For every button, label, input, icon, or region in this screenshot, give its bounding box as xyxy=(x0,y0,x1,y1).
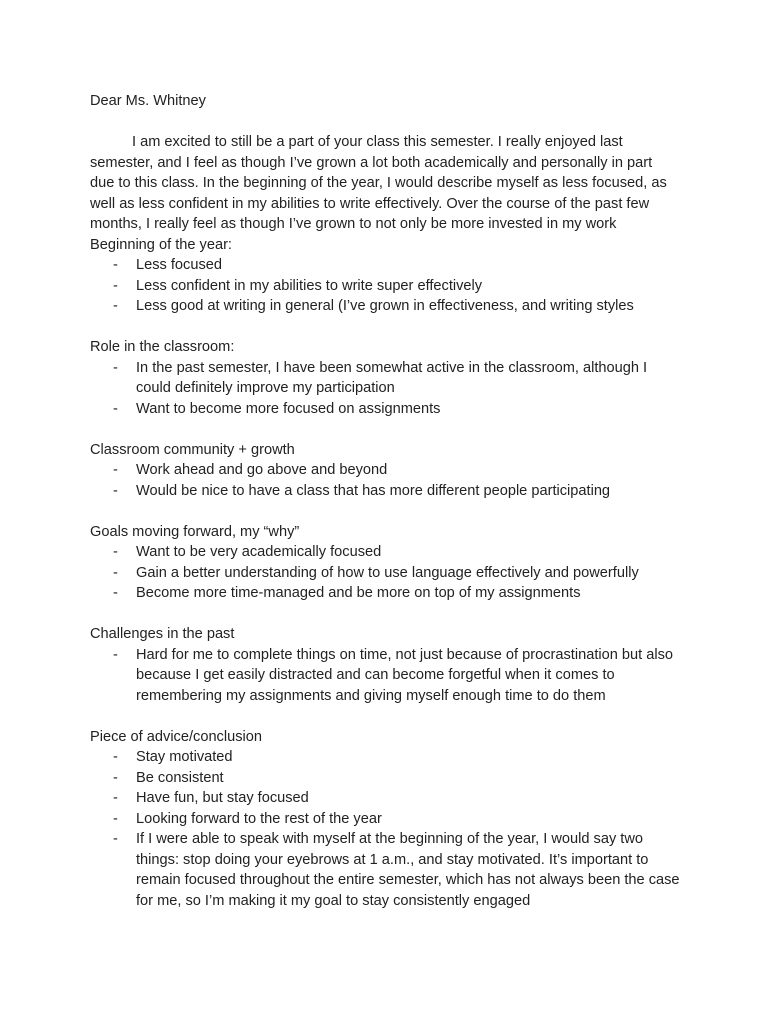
list-item-text: Become more time-managed and be more on top of my assignments xyxy=(136,585,581,601)
list-item-text: Less focused xyxy=(136,257,222,273)
section-heading: Role in the classroom: xyxy=(90,339,235,355)
list-item xyxy=(90,460,680,481)
list-item-text: Work ahead and go above and beyond xyxy=(136,462,388,478)
dash-list xyxy=(90,747,680,911)
list-item xyxy=(90,809,680,830)
section-heading: Classroom community + growth xyxy=(90,441,295,458)
letter-section xyxy=(90,440,680,502)
dash-bullet: - xyxy=(113,298,118,314)
dash-bullet: - xyxy=(113,749,118,765)
letter-body xyxy=(90,91,680,911)
list-item-text: Want to be very academically focused xyxy=(136,544,382,560)
list-item-text: If I were able to speak with myself at the beginning of the year, I would say two things: stop doing your eyebrows at 1 a.m., and stay motivated. It’s important to remain focused throughout the entire semester, which has not always been the case for me, so I’m making it my goal to stay consistently engaged xyxy=(136,831,680,909)
letter-section xyxy=(90,727,680,912)
dash-bullet: - xyxy=(113,585,118,601)
list-item-text: Would be nice to have a class that has more different people participating xyxy=(136,482,611,499)
list-item xyxy=(90,542,680,563)
list-item-text: Be consistent xyxy=(136,769,224,786)
section-heading: Goals moving forward, my “why” xyxy=(90,523,300,540)
dash-list xyxy=(90,255,680,317)
list-item xyxy=(90,255,680,276)
list-item xyxy=(90,563,680,584)
list-item-text: Less confident in my abilities to write super effectively xyxy=(136,277,483,294)
list-item xyxy=(90,358,680,399)
list-item xyxy=(90,276,680,297)
dash-bullet: - xyxy=(113,769,118,786)
letter-section xyxy=(90,337,680,419)
dash-list xyxy=(90,460,680,501)
letter-section xyxy=(90,235,680,317)
dash-bullet: - xyxy=(113,810,118,827)
list-item-text: Stay motivated xyxy=(136,749,233,765)
letter-section xyxy=(90,522,680,604)
dash-bullet: - xyxy=(113,790,118,806)
list-item xyxy=(90,296,680,317)
list-item xyxy=(90,583,680,604)
list-item-text: Looking forward to the rest of the year xyxy=(136,810,382,827)
letter-section xyxy=(90,624,680,706)
list-item xyxy=(90,645,680,707)
dash-bullet: - xyxy=(113,564,118,581)
section-heading: Beginning of the year: xyxy=(90,236,232,253)
list-item xyxy=(90,829,680,911)
list-item xyxy=(90,481,680,502)
dash-list xyxy=(90,542,680,604)
list-item xyxy=(90,768,680,789)
section-heading: Piece of advice/conclusion xyxy=(90,728,262,745)
list-item-text: Hard for me to complete things on time, not just because of procrastination but also because I get easily distracted and can become forgetful when it comes to remembering my assignments and giving myself enough time to do them xyxy=(136,646,674,704)
intro-paragraph: I am excited to still be a part of your class this semester. I really enjoyed last semester, and I feel as though I’ve grown a lot both academically and personally in part due to this class. In the beginning of the year, I would describe myself as less focused, as well as less confident in my abilities to write effectively. Over the course of the past few months, I really feel as though I’ve grown to not only be more invested in my work xyxy=(90,134,667,232)
dash-bullet: - xyxy=(113,646,118,663)
list-item-text: Want to become more focused on assignments xyxy=(136,400,441,417)
dash-bullet: - xyxy=(113,482,118,499)
list-item-text: In the past semester, I have been somewhat active in the classroom, although I could definitely improve my participation xyxy=(136,359,648,396)
list-item-text: Have fun, but stay focused xyxy=(136,790,309,806)
dash-bullet: - xyxy=(113,400,118,417)
letter-sections xyxy=(90,235,680,912)
dash-list xyxy=(90,645,680,707)
list-item-text: Less good at writing in general (I’ve grown in effectiveness, and writing styles xyxy=(136,298,634,314)
dash-bullet: - xyxy=(113,462,118,478)
section-heading: Challenges in the past xyxy=(90,626,235,642)
salutation: Dear Ms. Whitney xyxy=(90,93,206,109)
dash-bullet: - xyxy=(113,831,118,847)
dash-bullet: - xyxy=(113,277,118,294)
list-item xyxy=(90,399,680,420)
dash-bullet: - xyxy=(113,544,118,560)
dash-list xyxy=(90,358,680,420)
list-item-text: Gain a better understanding of how to use language effectively and powerfully xyxy=(136,564,639,581)
dash-bullet: - xyxy=(113,359,118,376)
dash-bullet: - xyxy=(113,257,118,273)
list-item xyxy=(90,788,680,809)
list-item xyxy=(90,747,680,768)
